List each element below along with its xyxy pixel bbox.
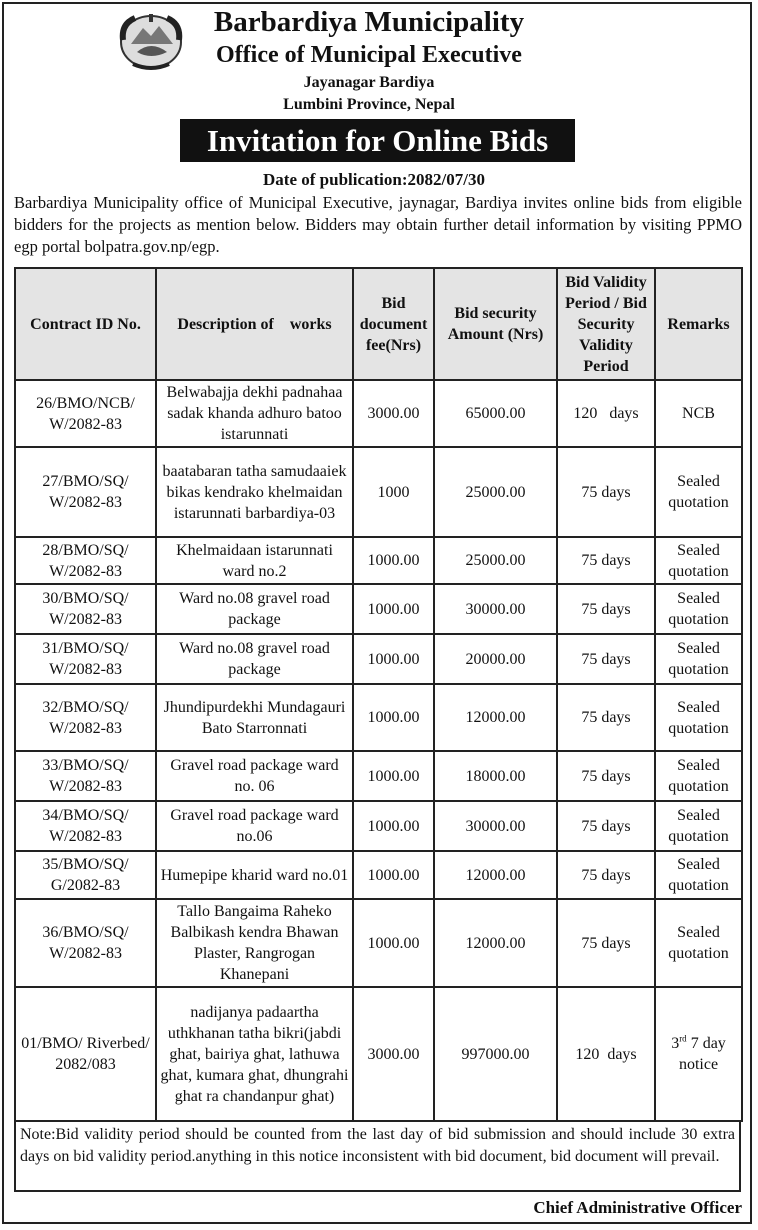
validity-period-cell: 75 days bbox=[557, 634, 655, 684]
doc-fee-cell: 1000 bbox=[353, 447, 434, 537]
validity-period-cell: 75 days bbox=[557, 899, 655, 987]
header-contract-id: Contract ID No. bbox=[15, 268, 156, 380]
table-row bbox=[15, 380, 742, 447]
header-security: Bid security Amount (Nrs) bbox=[434, 268, 557, 380]
bids-table bbox=[14, 267, 743, 1122]
description-cell: Ward no.08 gravel road package bbox=[156, 584, 353, 634]
header-validity: Bid Validity Period / Bid Security Validity Period bbox=[557, 268, 655, 380]
signature-title: Chief Administrative Officer bbox=[533, 1198, 742, 1217]
security-amount-cell: 12000.00 bbox=[434, 899, 557, 987]
doc-fee-cell: 1000.00 bbox=[353, 684, 434, 751]
remarks-cell: Sealed quotation bbox=[655, 684, 742, 751]
security-amount-cell: 12000.00 bbox=[434, 851, 557, 899]
doc-fee-cell: 1000.00 bbox=[353, 801, 434, 851]
publication-date: Date of publication:2082/07/30 bbox=[263, 170, 485, 189]
description-cell: Belwabajja dekhi padnahaa sadak khanda adhuro batoo istarunnati bbox=[156, 380, 353, 447]
security-amount-cell: 25000.00 bbox=[434, 537, 557, 584]
contract-id-cell: 33/BMO/SQ/ W/2082-83 bbox=[15, 751, 156, 801]
notice-banner: Invitation for Online Bids bbox=[180, 119, 575, 162]
doc-fee-cell: 1000.00 bbox=[353, 851, 434, 899]
description-cell: Ward no.08 gravel road package bbox=[156, 634, 353, 684]
office-name: Office of Municipal Executive bbox=[216, 42, 522, 68]
validity-period-cell: 120 days bbox=[557, 380, 655, 447]
municipality-title: Barbardiya Municipality bbox=[213, 6, 525, 38]
table-row bbox=[15, 987, 742, 1121]
doc-fee-cell: 1000.00 bbox=[353, 899, 434, 987]
security-amount-cell: 30000.00 bbox=[434, 584, 557, 634]
doc-fee-cell: 3000.00 bbox=[353, 380, 434, 447]
table-row bbox=[15, 447, 742, 537]
header-doc-fee: Bid document fee(Nrs) bbox=[353, 268, 434, 380]
contract-id-cell: 35/BMO/SQ/ G/2082-83 bbox=[15, 851, 156, 899]
validity-period-cell: 75 days bbox=[557, 684, 655, 751]
table-row bbox=[15, 537, 742, 584]
contract-id-cell: 28/BMO/SQ/ W/2082-83 bbox=[15, 537, 156, 584]
table-row bbox=[15, 684, 742, 751]
header-description: Description of works bbox=[156, 268, 353, 380]
remarks-cell: Sealed quotation bbox=[655, 584, 742, 634]
security-amount-cell: 25000.00 bbox=[434, 447, 557, 537]
table-row bbox=[15, 584, 742, 634]
description-cell: Tallo Bangaima Raheko Balbikash kendra Bhawan Plaster, Rangrogan Khanepani bbox=[156, 899, 353, 987]
security-amount-cell: 12000.00 bbox=[434, 684, 557, 751]
description-cell: Khelmaidaan istarunnati ward no.2 bbox=[156, 537, 353, 584]
doc-fee-cell: 1000.00 bbox=[353, 751, 434, 801]
remarks-cell: Sealed quotation bbox=[655, 899, 742, 987]
note-text: Note:Bid validity period should be counted from the last day of bid submission and should include 30 extra days on bid validity period.anything in this notice inconsistent with bid document, bid document will prevail. bbox=[14, 1122, 741, 1192]
contract-id-cell: 34/BMO/SQ/ W/2082-83 bbox=[15, 801, 156, 851]
validity-period-cell: 75 days bbox=[557, 447, 655, 537]
contract-id-cell: 30/BMO/SQ/ W/2082-83 bbox=[15, 584, 156, 634]
doc-fee-cell: 1000.00 bbox=[353, 634, 434, 684]
table-row bbox=[15, 851, 742, 899]
doc-fee-cell: 1000.00 bbox=[353, 584, 434, 634]
remarks-text: 7 day notice bbox=[678, 1035, 726, 1073]
contract-id-cell: 26/BMO/NCB/ W/2082-83 bbox=[15, 380, 156, 447]
header-remarks: Remarks bbox=[655, 268, 742, 380]
remarks-cell: Sealed quotation bbox=[655, 751, 742, 801]
intro-paragraph: Barbardiya Municipality office of Municipal Executive, jaynagar, Bardiya invites online bids from eligible bidders for the projects as mention below. Bidders may obtain further detail information by visiting PPMO egp portal bolpatra.gov.np/egp. bbox=[14, 193, 742, 256]
remarks-ordinal: 3 bbox=[671, 1035, 680, 1052]
description-cell: Gravel road package ward no. 06 bbox=[156, 751, 353, 801]
description-cell: Jhundipurdekhi Mundagauri Bato Starronnati bbox=[156, 684, 353, 751]
remarks-cell: NCB bbox=[655, 380, 742, 447]
address-line-2: Lumbini Province, Nepal bbox=[283, 96, 455, 113]
description-cell: Gravel road package ward no.06 bbox=[156, 801, 353, 851]
contract-id-cell: 36/BMO/SQ/ W/2082-83 bbox=[15, 899, 156, 987]
security-amount-cell: 30000.00 bbox=[434, 801, 557, 851]
address-line-1: Jayanagar Bardiya bbox=[303, 74, 435, 91]
validity-period-cell: 75 days bbox=[557, 851, 655, 899]
table-header-row bbox=[15, 268, 742, 380]
security-amount-cell: 997000.00 bbox=[434, 987, 557, 1121]
remarks-ordinal-suffix: rd bbox=[679, 1033, 687, 1044]
validity-period-cell: 120 days bbox=[557, 987, 655, 1121]
remarks-cell: Sealed quotation bbox=[655, 537, 742, 584]
remarks-cell: Sealed quotation bbox=[655, 851, 742, 899]
table-row bbox=[15, 751, 742, 801]
security-amount-cell: 20000.00 bbox=[434, 634, 557, 684]
description-cell: baatabaran tatha samudaaiek bikas kendrako khelmaidan istarunnati barbardiya-03 bbox=[156, 447, 353, 537]
remarks-cell bbox=[655, 987, 742, 1121]
remarks-cell: Sealed quotation bbox=[655, 447, 742, 537]
security-amount-cell: 18000.00 bbox=[434, 751, 557, 801]
remarks-cell: Sealed quotation bbox=[655, 634, 742, 684]
security-amount-cell: 65000.00 bbox=[434, 380, 557, 447]
contract-id-cell: 01/BMO/ Riverbed/ 2082/083 bbox=[15, 987, 156, 1121]
contract-id-cell: 32/BMO/SQ/ W/2082-83 bbox=[15, 684, 156, 751]
doc-fee-cell: 3000.00 bbox=[353, 987, 434, 1121]
description-cell: nadijanya padaartha uthkhanan tatha bikri(jabdi ghat, bairiya ghat, lathuwa ghat, kumara ghat, dhungrahi ghat ra chandanpur ghat) bbox=[156, 987, 353, 1121]
table-row bbox=[15, 634, 742, 684]
contract-id-cell: 31/BMO/SQ/ W/2082-83 bbox=[15, 634, 156, 684]
table-row bbox=[15, 801, 742, 851]
remarks-cell: Sealed quotation bbox=[655, 801, 742, 851]
validity-period-cell: 75 days bbox=[557, 801, 655, 851]
table-row bbox=[15, 899, 742, 987]
doc-fee-cell: 1000.00 bbox=[353, 537, 434, 584]
description-cell: Humepipe kharid ward no.01 bbox=[156, 851, 353, 899]
validity-period-cell: 75 days bbox=[557, 584, 655, 634]
validity-period-cell: 75 days bbox=[557, 537, 655, 584]
validity-period-cell: 75 days bbox=[557, 751, 655, 801]
contract-id-cell: 27/BMO/SQ/ W/2082-83 bbox=[15, 447, 156, 537]
